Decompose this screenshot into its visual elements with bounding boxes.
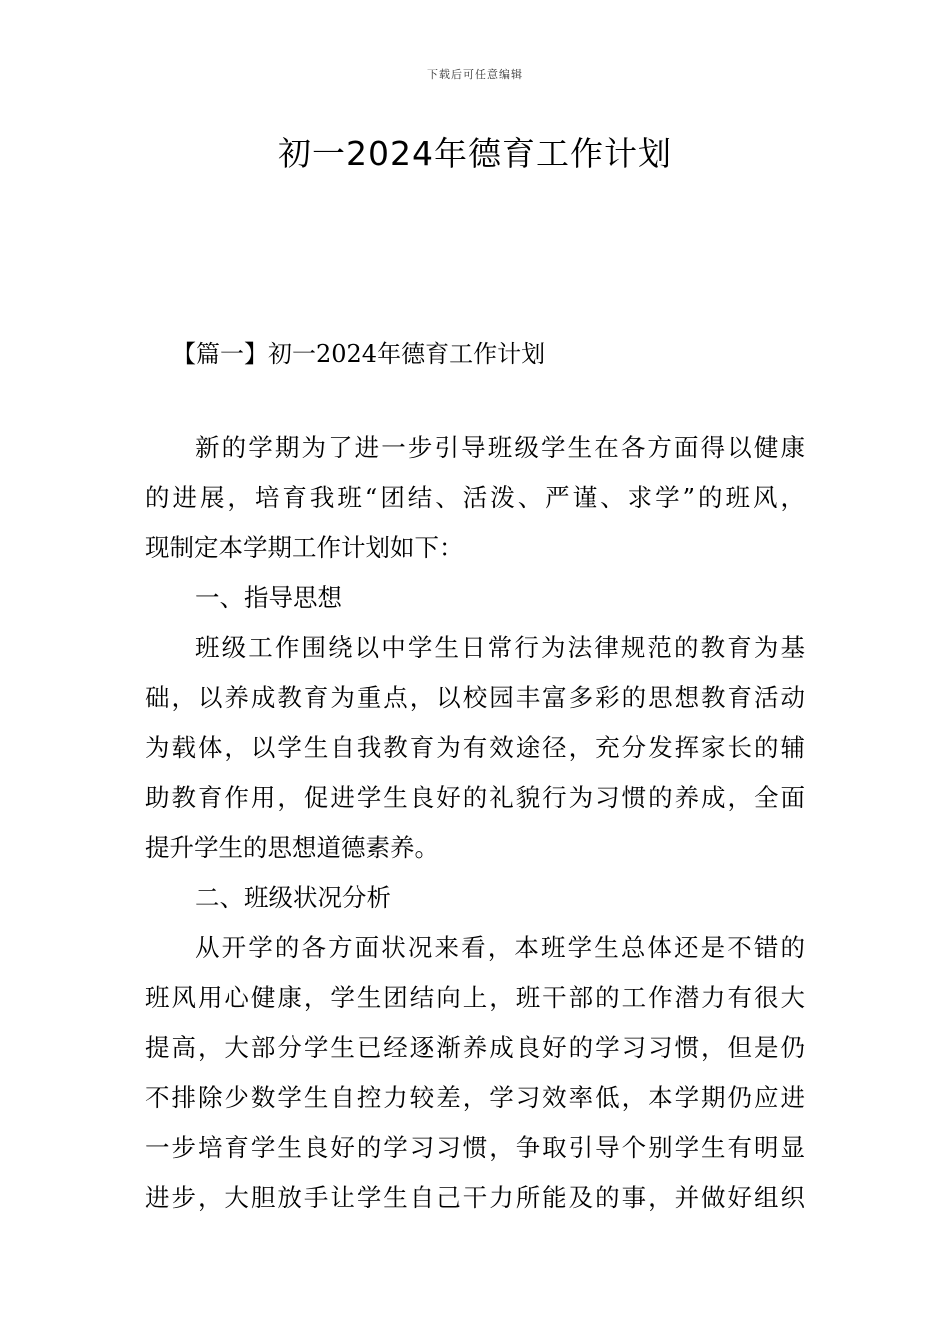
text-line: 进步，大胆放手让学生自己干力所能及的事，并做好组织 <box>145 1183 805 1212</box>
document-title: 初一2024年德育工作计划 <box>278 134 672 173</box>
text-line: 现制定本学期工作计划如下： <box>145 533 464 562</box>
header-note: 下载后可任意编辑 <box>427 68 523 81</box>
text-line: 班级工作围绕以中学生日常行为法律规范的教育为基 <box>195 633 805 662</box>
document-body <box>145 423 805 1223</box>
text-line: 提升学生的思想道德素养。 <box>145 833 439 862</box>
heading-guiding-thought: 一、指导思想 <box>195 583 342 612</box>
heading-class-analysis: 二、班级状况分析 <box>195 883 391 912</box>
text-line: 新的学期为了进一步引导班级学生在各方面得以健康 <box>195 433 805 462</box>
text-line: 助教育作用，促进学生良好的礼貌行为习惯的养成，全面 <box>145 783 805 812</box>
guiding-paragraph <box>145 623 805 873</box>
text-line: 的进展，培育我班“团结、活泼、严谨、求学”的班风， <box>145 483 805 512</box>
text-line: 为载体，以学生自我教育为有效途径，充分发挥家长的辅 <box>145 733 805 762</box>
text-line: 提高，大部分学生已经逐渐养成良好的学习习惯，但是仍 <box>145 1033 805 1062</box>
text-line: 从开学的各方面状况来看，本班学生总体还是不错的 <box>195 933 805 962</box>
text-line: 不排除少数学生自控力较差，学习效率低，本学期仍应进 <box>145 1083 805 1112</box>
text-line: 础，以养成教育为重点，以校园丰富多彩的思想教育活动 <box>145 683 805 712</box>
analysis-paragraph <box>145 923 805 1223</box>
intro-paragraph <box>145 423 805 573</box>
text-line: 班风用心健康，学生团结向上，班干部的工作潜力有很大 <box>145 983 805 1012</box>
section-heading: 【篇一】初一2024年德育工作计划 <box>172 340 546 368</box>
text-line: 一步培育学生良好的学习习惯，争取引导个别学生有明显 <box>145 1133 805 1162</box>
